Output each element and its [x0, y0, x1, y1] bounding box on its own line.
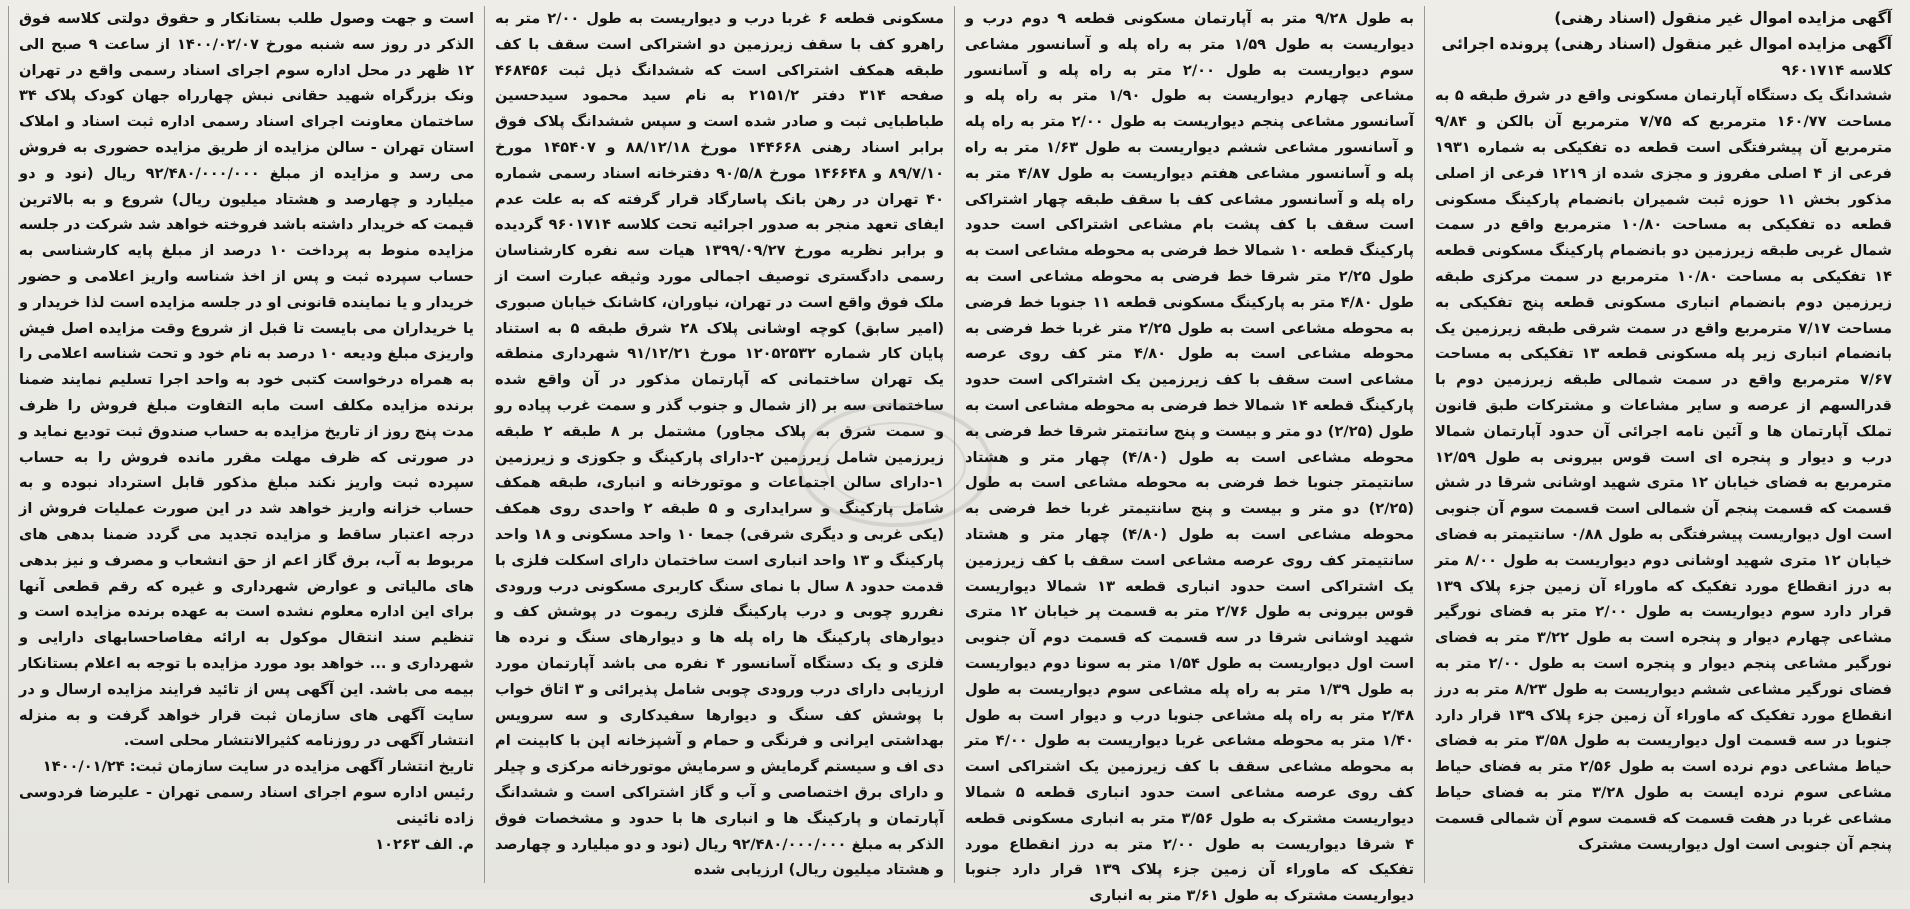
notice-column-2 — [954, 6, 1424, 905]
notice-column-3 — [484, 6, 954, 883]
appraisal-description-text: مسکونی قطعه ۶ غربا درب و دیواریست به طول ۲/۰۰ متر به راهرو کف با سقف زیرزمین دو اشتراکی است سقف با کف طبقه همکف اشتراکی است که ششدانگ ذیل ثبت ۴۶۸۴۵۶ صفحه ۳۱۴ دفتر ۲۱۵۱/۲ به نام سید محمود سیدحسین طباطبایی ثبت و صادر شده است و سپس ششدانگ پلاک فوق برابر اسناد رهنی ۱۴۴۶۶۸ مورخ ۸۸/۱۲/۱۸ و ۱۴۵۴۰۷ مورخ ۸۹/۷/۱۰ و ۱۴۶۶۴۸ مورخ ۹۰/۵/۸ دفترخانه اسناد رسمی شماره ۴۰ تهران در رهن بانک پاسارگاد قرار گرفته که به علت عدم ایفای تعهد منجر به صدور اجرائیه تحت کلاسه ۹۶۰۱۷۱۴ گردیده و برابر نظریه مورخ ۱۳۹۹/۰۹/۲۷ هیات سه نفره کارشناسان رسمی دادگستری توصیف اجمالی مورد وثیقه عبارت است از ملک فوق واقع است در تهران، نیاوران، کاشانک خیابان صبوری (امیر سابق) کوچه اوشانی پلاک ۲۸ شرق طبقه ۵ به استناد پایان کار شماره ۱۲۰۵۲۵۳۲ مورخ ۹۱/۱۲/۲۱ شهرداری منطقه یک تهران ساختمانی که آپارتمان مذکور در آن واقع شده ساختمانی سه بر (از شمال و جنوب گذر و سمت غرب پیاده رو و سمت شرق به پلاک مجاور) مشتمل بر ۸ طبقه ۲ طبقه زیرزمین شامل زیرزمین ۲-دارای پارکینگ و جکوزی و زیرزمین ۱-دارای سالن اجتماعات و موتورخانه و انباری، طبقه همکف شامل پارکینگ و سرایداری و ۵ طبقه ۲ واحدی روی همکف (یکی غربی و دیگری شرقی) جمعا ۱۰ واحد مسکونی و ۱۸ واحد پارکینگ و ۱۳ واحد انباری است ساختمان دارای اسکلت فلزی با قدمت حدود ۸ سال با نمای سنگ کاربری مسکونی درب ورودی نفررو چوبی و درب پارکینگ فلزی ریموت در پوشش کف و دیوارهای پارکینگ ها راه پله ها و دیوارهای سنگ و نرده ها فلزی و یک دستگاه آسانسور ۴ نفره می باشد آپارتمان مورد ارزیابی دارای درب ورودی چوبی شامل پذیرائی و ۳ اتاق خواب با پوشش کف سنگ و دیوارها سفیدکاری و سه سرویس بهداشتی ایرانی و فرنگی و حمام و آشپزخانه اپن با کابینت ام دی اف و سیستم گرمایش و سرمایش موتورخانه مرکزی و چیلر و دارای برق اختصاصی و آب و گاز اشتراکی است و ششدانگ آپارتمان و پارکینگ ها و انباری ها با حدود و مشخصات فوق الذکر به مبلغ ۹۲/۴۸۰/۰۰۰/۰۰۰ ریال (نود و دو میلیارد و چهارصد و هشتاد میلیون ریال) ارزیابی شده — [495, 10, 945, 879]
signature-line: رئیس اداره سوم اجرای اسناد رسمی تهران - علیرضا فردوسی زاده نائینی — [19, 783, 474, 827]
reference-code: م. الف ۱۰۲۶۳ — [375, 835, 474, 853]
property-boundaries-text: به طول ۹/۲۸ متر به آپارتمان مسکونی قطعه ۹ دوم درب و دیواریست به طول ۱/۵۹ متر به راه پله و آسانسور مشاعی سوم دیواریست به طول ۲/۰۰ متر به راه پله و آسانسور مشاعی چهارم دیواریست به طول ۱/۹۰ متر به راه پله و آسانسور مشاعی پنجم دیواریست به طول ۲/۰۰ متر به راه پله و آسانسور مشاعی ششم دیواریست به طول ۱/۶۳ متر به راه پله و آسانسور مشاعی هفتم دیواریست به طول ۴/۸۷ متر به راه پله و آسانسور مشاعی کف با سقف طبقه چهار اشتراکی است سقف با کف پشت بام مشاعی اشتراکی است حدود پارکینگ قطعه ۱۰ شمالا خط فرضی به محوطه مشاعی است به طول ۲/۲۵ متر شرقا خط فرضی به محوطه مشاعی است به طول ۴/۸۰ متر به پارکینگ مسکونی قطعه ۱۱ جنوبا خط فرضی به محوطه مشاعی است به طول ۲/۲۵ متر غربا خط فرضی به محوطه مشاعی است به طول ۴/۸۰ متر کف روی عرصه مشاعی است سقف با کف زیرزمین یک اشتراکی است حدود پارکینگ قطعه ۱۴ شمالا خط فرضی به محوطه مشاعی است به طول (۲/۲۵) دو متر و بیست و پنج سانتمتر شرقا خط فرضی به محوطه مشاعی است به طول (۴/۸۰) چهار متر و هشتاد سانتیمتر جنوبا خط فرضی به محوطه مشاعی است به طول (۲/۲۵) دو متر و بیست و پنج سانتیمتر غربا خط فرضی به محوطه مشاعی است به طول (۴/۸۰) چهار متر و هشتاد سانتیمتر کف روی عرصه مشاعی است سقف با کف زیرزمین یک اشتراکی است حدود انباری قطعه ۱۳ شمالا دیواریست قوس بیرونی به طول ۲/۷۶ متر به قسمت پر خیابان ۱۲ متری شهید اوشانی شرقا در سه قسمت که قسمت دوم آن جنوبی است اول دیواریست به طول ۱/۵۴ متر به سونا دوم دیواریست به طول ۱/۳۹ متر به راه پله مشاعی سوم دیواریست به طول ۲/۴۸ متر به راه پله مشاعی جنوبا درب و دیوار است به طول ۱/۴۰ متر به محوطه مشاعی غربا دیواریست به طول ۴/۰۰ متر به محوطه مشاعی سقف با کف زیرزمین یک اشتراکی است کف روی عرصه مشاعی است حدود انباری قطعه ۵ شمالا دیواریست مشترک به طول ۳/۵۶ متر به انباری مسکونی قطعه ۴ شرقا دیواریست به طول ۲/۰۰ متر به درز انقطاع مورد تفکیک که ماوراء آن زمین جزء پلاک ۱۳۹ قرار دارد جنوبا دیواریست مشترک به طول ۳/۶۱ متر به انباری — [965, 10, 1415, 905]
notice-title: آگهی مزایده اموال غیر منقول (اسناد رهنی) — [1554, 9, 1892, 27]
notice-columns — [8, 6, 1902, 905]
notice-column-1 — [1424, 6, 1902, 883]
case-number: کلاسه ۹۶۰۱۷۱۴ — [1781, 61, 1892, 79]
auction-terms-text: است و جهت وصول طلب بستانکار و حقوق دولتی کلاسه فوق الذکر در روز سه شنبه مورخ ۱۴۰۰/۰۲/۰۷ از ساعت ۹ صبح الی ۱۲ ظهر در محل اداره سوم اجرای اسناد رسمی واقع در تهران ونک بزرگراه شهید حقانی نبش چهارراه جهان کودک پلاک ۳۴ ساختمان معاونت اجرای اسناد رسمی اداره ثبت اسناد و املاک استان تهران - سالن مزایده از طریق مزایده حضوری به فروش می رسد و مزایده از مبلغ ۹۲/۴۸۰/۰۰۰/۰۰۰ ریال (نود و دو میلیارد و چهارصد و هشتاد میلیون ریال) شروع و به بالاترین قیمت که خریدار داشته باشد فروخته خواهد شد شرکت در جلسه مزایده منوط به پرداخت ۱۰ درصد از مبلغ پایه کارشناسی به حساب سپرده ثبت و پس از اخذ شناسه واریز اعلامی و حضور خریدار و یا نماینده قانونی او در جلسه مزایده است لذا خریدار و یا خریداران می بایست تا قبل از شروع وقت مزایده اصل فیش واریزی مبلغ ودیعه ۱۰ درصد به نام خود و تحت شناسه اعلامی را به همراه درخواست کتبی خود به واحد اجرا تسلیم نمایند ضمنا برنده مزایده مکلف است مابه التفاوت مبلغ فروش را ظرف مدت پنج روز از تاریخ مزایده به حساب صندوق ثبت تودیع نماید و در صورتی که ظرف مهلت مقرر مانده فروش را به حساب سپرده ثبت واریز نکند مبلغ مذکور قابل استرداد نبوده و به حساب خزانه واریز خواهد شد در این صورت عملیات فروش از درجه اعتبار ساقط و مزایده تجدید می گردد ضمنا بدهی های مربوط به آب، برق گاز اعم از حق انشعاب و مصرف و نیز بدهی های مالیاتی و عوارض شهرداری و غیره که رقم قطعی آنها برای این اداره معلوم نشده است به عهده برنده مزایده است و تنظیم سند انتقال موکول به ارائه مفاصاحسابهای دارایی و شهرداری و ... خواهد بود مورد مزایده با توجه به اعلام بستانکار بیمه می باشد. این آگهی پس از تائید فرایند مزایده ارسال و در سایت آگهی های سازمان ثبت قرار خواهد گرفت و به منزله انتشار آگهی در روزنامه کثیرالانتشار محلی است. — [19, 10, 475, 750]
notice-subtitle: آگهی مزایده اموال غیر منقول (اسناد رهنی) پرونده اجرائی — [1441, 34, 1892, 53]
property-description-part-1: ششدانگ یک دستگاه آپارتمان مسکونی واقع در شرق طبقه ۵ به مساحت ۱۶۰/۷۷ مترمربع که ۷/۷۵ مترمربع آن بالکن و ۹/۸۴ مترمربع آن پیشرفتگی است قطعه ده تفکیکی به شماره ۱۹۳۱ فرعی از ۴ اصلی مفروز و مجزی شده از ۱۲۱۹ فرعی از اصلی مذکور بخش ۱۱ حوزه ثبت شمیران بانضمام پارکینگ مسکونی قطعه ده تفکیکی به مساحت ۱۰/۸۰ مترمربع واقع در سمت شمال غربی طبقه زیرزمین دو بانضمام پارکینگ مسکونی قطعه ۱۴ تفکیکی به مساحت ۱۰/۸۰ مترمربع در سمت مرکزی طبقه زیرزمین دوم بانضمام انباری مسکونی قطعه پنج تفکیکی به مساحت ۷/۱۷ مترمربع واقع در سمت شرقی طبقه زیرزمین یک بانضمام انباری زیر پله مسکونی قطعه ۱۳ تفکیکی به مساحت ۷/۶۷ مترمربع واقع در سمت شمالی طبقه زیرزمین دوم با قدرالسهم از عرصه و سایر مشاعات و مشترکات طبق قانون تملک آپارتمان ها و آئین نامه اجرائی آن حدود آپارتمان شمالا درب و دیوار و پنجره ای است قوس بیرونی به طول ۱۲/۵۹ مترمربع به فضای خیابان ۱۲ متری شهید اوشانی شرقا در شش قسمت که قسمت پنجم آن شمالی است قسمت سوم آن جنوبی است اول دیواریست پیشرفتگی به طول ۰/۸۸ سانتیمتر به فضای خیابان ۱۲ متری شهید اوشانی دوم دیواریست به طول ۸/۰۰ متر به درز انقطاع مورد تفکیک که ماوراء آن زمین جزء پلاک ۱۳۹ قرار دارد سوم دیواریست به طول ۲/۰۰ متر به فضای نورگیر مشاعی چهارم دیوار و پنجره است به طول ۳/۲۲ متر به فضای نورگیر مشاعی پنجم دیوار و پنجره است به طول ۲/۰۰ متر به فضای نورگیر مشاعی ششم دیواریست به طول ۸/۲۳ متر به درز انقطاع مورد تفکیک که ماوراء آن زمین جزء پلاک ۱۳۹ قرار دارد جنوبا در سه قسمت اول دیواریست به طول ۳/۵۸ متر به فضای حیاط مشاعی دوم نرده است به طول ۲/۵۶ متر به فضای حیاط مشاعی سوم نرده ایست به طول ۳/۲۸ متر به فضای حیاط مشاعی غربا در هفت قسمت که قسمت سوم آن شمالی قسمت پنجم آن جنوبی است اول دیواریست مشترک — [1435, 87, 1893, 853]
notice-column-4 — [8, 6, 484, 883]
publication-date: تاریخ انتشار آگهی مزایده در سایت سازمان ثبت: ۱۴۰۰/۰۱/۲۴ — [42, 758, 474, 776]
